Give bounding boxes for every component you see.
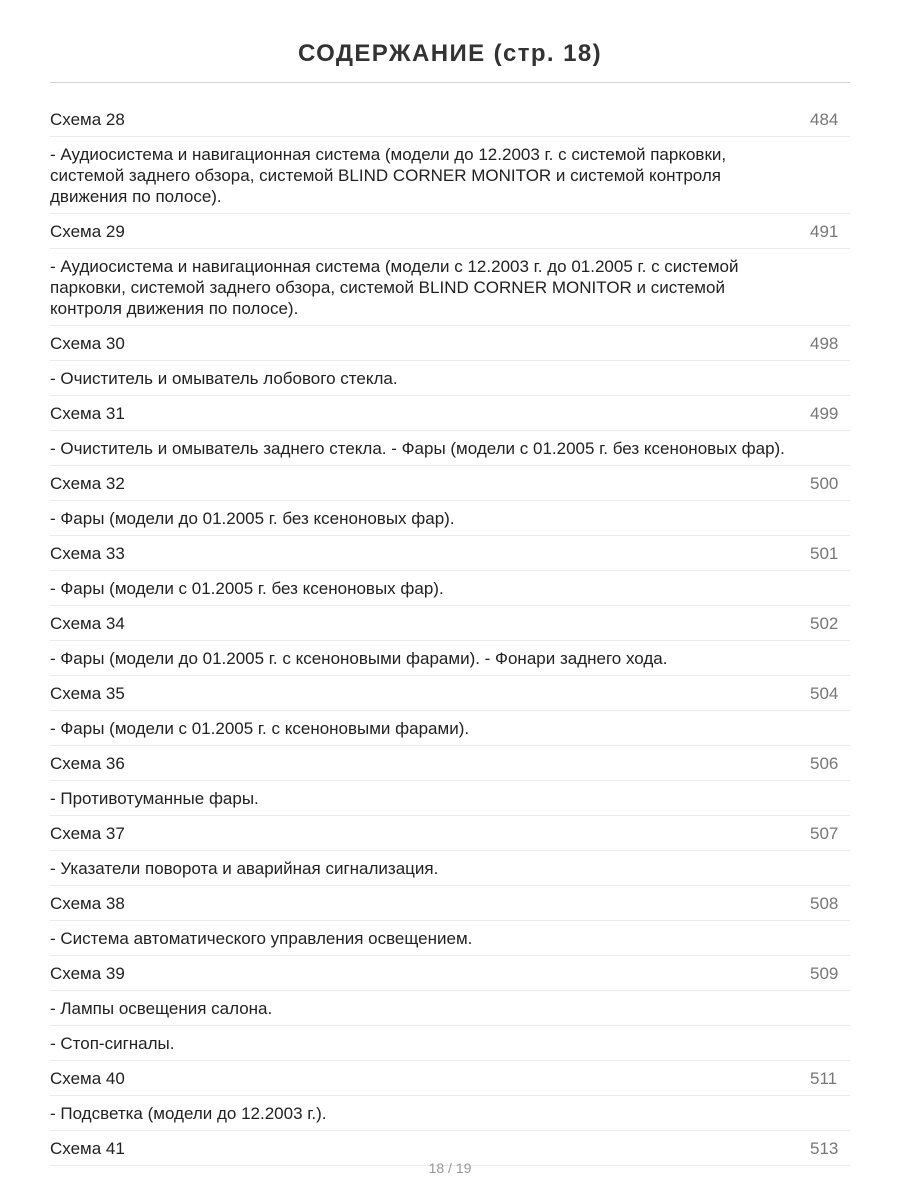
toc-entry-scheme-36[interactable] (50, 746, 850, 781)
toc-entry-label: Схема 33 (50, 544, 125, 563)
toc-entry-scheme-38[interactable] (50, 886, 850, 921)
toc-entry-label: - Указатели поворота и аварийная сигнализация. (50, 859, 439, 878)
toc-entry-description (50, 571, 850, 606)
toc-entry-label: Схема 41 (50, 1139, 125, 1158)
toc-entry-label: Схема 31 (50, 404, 125, 423)
toc-entry-label: Схема 38 (50, 894, 125, 913)
toc-entry-description (50, 361, 850, 396)
toc-entry-label: - Лампы освещения салона. (50, 999, 273, 1018)
toc-entry-label: - Противотуманные фары. (50, 789, 259, 808)
toc-entry-description (50, 249, 850, 326)
toc-page-number: 498 (810, 334, 839, 353)
toc-entry-label: - Очиститель и омыватель заднего стекла. - Фары (модели с 01.2005 г. без ксеноновых фар). (50, 439, 785, 458)
toc-entry-description (50, 1026, 850, 1061)
page-pagination: 18 / 19 (428, 1160, 472, 1176)
toc-entry-scheme-32[interactable] (50, 466, 850, 501)
toc-entry-label: - Фары (модели с 01.2005 г. без ксеноновых фар). (50, 579, 444, 598)
toc-entry-label: Схема 28 (50, 110, 125, 129)
toc-entry-label: - Стоп-сигналы. (50, 1034, 175, 1053)
toc-page-number: 507 (810, 824, 839, 843)
toc-entry-scheme-28[interactable] (50, 102, 850, 137)
toc-page-number: 499 (810, 404, 839, 423)
toc-entry-label: Схема 30 (50, 334, 125, 353)
toc-entry-label: Схема 34 (50, 614, 125, 633)
toc-entry-scheme-35[interactable] (50, 676, 850, 711)
toc-entry-label: - Аудиосистема и навигационная система (модели до 12.2003 г. с системой парковки, системой заднего обзора, системой BLIND CORNER MONITOR и системой контроля движения по полосе). (50, 145, 727, 206)
toc-entry-label: - Подсветка (модели до 12.2003 г.). (50, 1104, 327, 1123)
toc-page-number: 511 (810, 1069, 838, 1088)
toc-entry-label: Схема 39 (50, 964, 125, 983)
toc-entry-label: - Фары (модели с 01.2005 г. с ксеноновыми фарами). (50, 719, 470, 738)
toc-page-number: 509 (810, 964, 839, 983)
title-divider (50, 82, 850, 83)
toc-entry-scheme-33[interactable] (50, 536, 850, 571)
toc-entry-label: Схема 40 (50, 1069, 125, 1088)
toc-page (50, 0, 850, 1166)
toc-entry-description (50, 851, 850, 886)
toc-page-number: 513 (810, 1139, 839, 1158)
toc-entry-description (50, 781, 850, 816)
toc-page-number: 491 (810, 222, 839, 241)
toc-entry-label: - Очиститель и омыватель лобового стекла. (50, 369, 398, 388)
toc-entry-label: - Фары (модели до 01.2005 г. с ксеноновыми фарами). - Фонари заднего хода. (50, 649, 668, 668)
toc-entry-scheme-34[interactable] (50, 606, 850, 641)
toc-entry-description (50, 431, 850, 466)
toc-entry-label: - Фары (модели до 01.2005 г. без ксеноновых фар). (50, 509, 455, 528)
toc-entry-scheme-30[interactable] (50, 326, 850, 361)
toc-entry-label: Схема 29 (50, 222, 125, 241)
toc-entry-label: - Система автоматического управления освещением. (50, 929, 473, 948)
toc-entry-scheme-29[interactable] (50, 214, 850, 249)
toc-entry-label: Схема 36 (50, 754, 125, 773)
toc-page-number: 508 (810, 894, 839, 913)
toc-entry-description (50, 1096, 850, 1131)
toc-entry-scheme-39[interactable] (50, 956, 850, 991)
toc-entry-description (50, 921, 850, 956)
toc-entry-description (50, 501, 850, 536)
toc-page-number: 502 (810, 614, 839, 633)
toc-page-number: 506 (810, 754, 839, 773)
toc-page-number: 500 (810, 474, 839, 493)
toc-page-number: 484 (810, 110, 839, 129)
toc-entry-label: Схема 35 (50, 684, 125, 703)
toc-entry-description (50, 137, 850, 214)
toc-entry-description (50, 711, 850, 746)
toc-entry-label: Схема 37 (50, 824, 125, 843)
toc-entry-scheme-37[interactable] (50, 816, 850, 851)
toc-entry-description (50, 991, 850, 1026)
toc-entry-description (50, 641, 850, 676)
toc-list (50, 102, 850, 1166)
toc-entry-scheme-40[interactable] (50, 1061, 850, 1096)
toc-entry-label: Схема 32 (50, 474, 125, 493)
toc-page-number: 501 (810, 544, 839, 563)
page-title: СОДЕРЖАНИЕ (стр. 18) (298, 40, 602, 67)
toc-entry-scheme-31[interactable] (50, 396, 850, 431)
toc-page-number: 504 (810, 684, 839, 703)
toc-entry-label: - Аудиосистема и навигационная система (модели с 12.2003 г. до 01.2005 г. с системой парковки, системой заднего обзора, системой BLIND CORNER MONITOR и системой контроля движения по полосе). (50, 257, 739, 318)
